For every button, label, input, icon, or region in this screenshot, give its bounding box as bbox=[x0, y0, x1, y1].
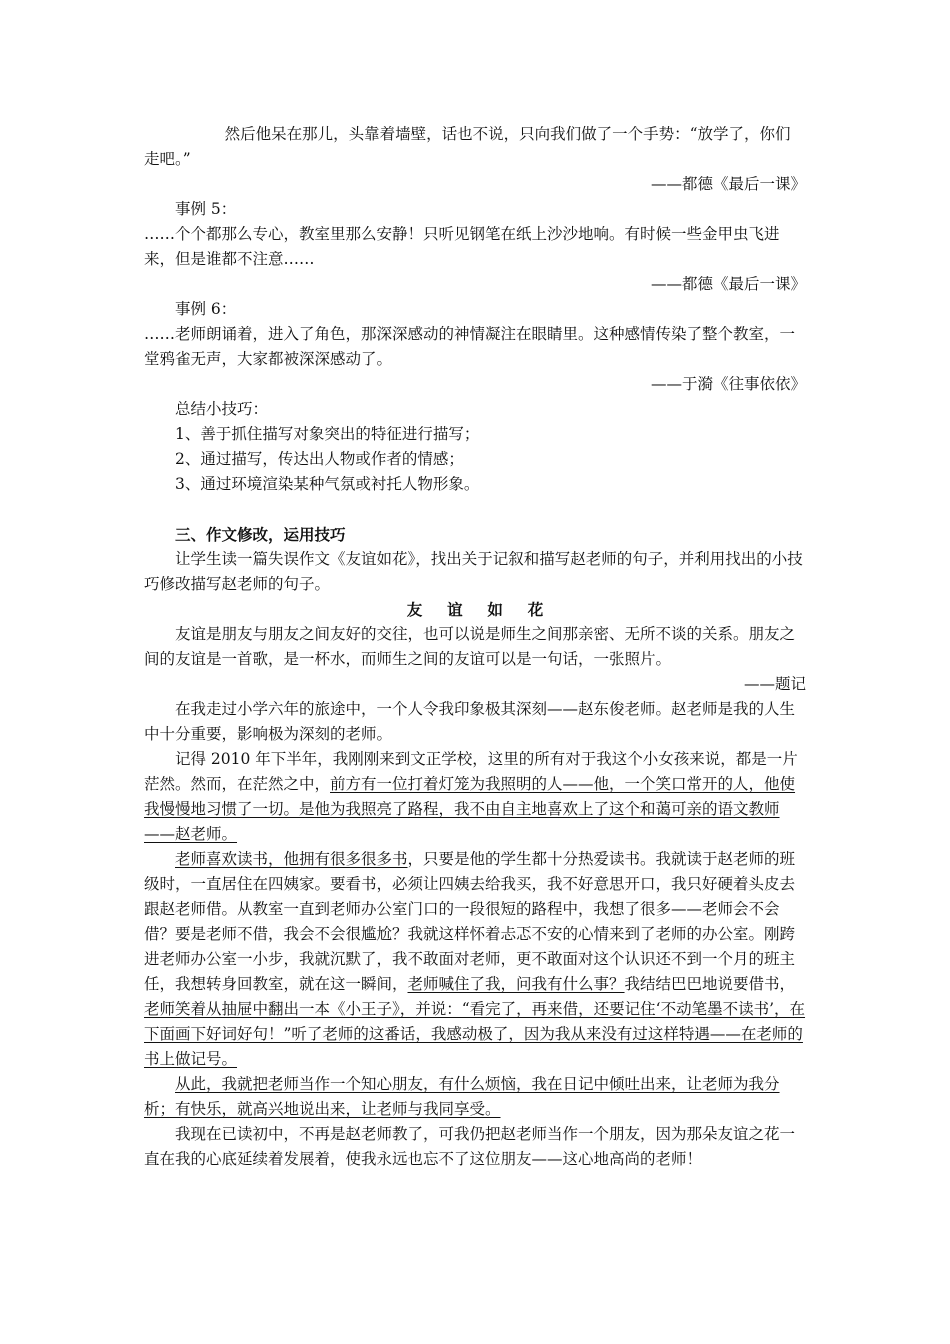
essay-paragraph-2 bbox=[144, 747, 806, 847]
underlined-sentence: 老师笑着从抽屉中翻出一本《小王子》，并说：“看完了，再来借，还要记住‘不动笔墨不读书’，在下面画下好词好句！”听了老师的这番话，我感动极了，因为我从来没有过这样特遇——在老师的书上做记号。 bbox=[144, 1000, 806, 1068]
essay-epigraph: 友谊是朋友与朋友之间友好的交往，也可以说是师生之间那亲密、无所不谈的关系。朋友之间的友谊是一首歌，是一杯水，而师生之间的友谊可以是一句话，一张照片。 bbox=[144, 625, 796, 668]
essay-text: 记得 2010 年下半年，我刚刚来到文正学校，这里的所有对于我这个小女孩来说，都是一片茫然。然而，在茫然之中， bbox=[144, 750, 798, 793]
quote-source-2: ——都德《最后一课》 bbox=[650, 275, 806, 293]
essay-text: ，只要是他的学生都十分热爱读书。我就读于赵老师的班级时，一直居住在四姨家。要看书，必须让四姨去给我买，我不好意思开口，我只好硬着头皮去跟赵老师借。从教室一直到老师办公室门口的一段很短的路程中，我想了很多——老师会不会借？要是老师不借，我会不会很尴尬？我就这样怀着忐忑不安的心情来到了老师的办公室。刚跨进老师办公室一小步，我就沉默了，我不敢面对老师，更不敢面对这个认识还不到一个月的班主任，我想转身回教室，就在这一瞬间， bbox=[144, 850, 796, 993]
section-heading: 三、作文修改，运用技巧 bbox=[175, 525, 346, 544]
essay-paragraph-1: 在我走过小学六年的旅途中，一个人令我印象极其深刻——赵东俊老师。赵老师是我的人生中十分重要，影响极为深刻的老师。 bbox=[144, 700, 796, 743]
epigraph-source: ——题记 bbox=[743, 675, 806, 693]
tip-item: 1、善于抓住描写对象突出的特征进行描写； bbox=[175, 425, 480, 443]
underlined-sentence: 老师喊住了我，问我有什么事？ bbox=[407, 975, 625, 993]
quote-paragraph-1: 然后他呆在那儿，头靠着墙壁，话也不说，只向我们做了一个手势：“放学了，你们走吧。” bbox=[144, 125, 791, 168]
quote-source-1: ——都德《最后一课》 bbox=[650, 175, 806, 193]
essay-title: 友谊如花 bbox=[406, 600, 568, 619]
underlined-sentence: 从此，我就把老师当作一个知心朋友，有什么烦恼，我在日记中倾吐出来，让老师为我分析；有快乐，就高兴地说出来，让老师与我同享受。 bbox=[144, 1075, 780, 1118]
example-5-label: 事例 5： bbox=[175, 200, 237, 218]
section-intro: 让学生读一篇失误作文《友谊如花》，找出关于记叙和描写赵老师的句子，并利用找出的小技巧修改描写赵老师的句子。 bbox=[144, 550, 803, 593]
essay-paragraph-4 bbox=[144, 1072, 806, 1122]
essay-paragraph-3 bbox=[144, 847, 806, 1072]
essay-paragraph-5: 我现在已读初中，不再是赵老师教了，可我仍把赵老师当作一个朋友，因为那朵友谊之花一直在我的心底延续着发展着，使我永远也忘不了这位朋友——这心地高尚的老师！ bbox=[144, 1125, 796, 1168]
tip-item: 2、通过描写，传达出人物或作者的情感； bbox=[175, 450, 464, 468]
underlined-sentence: 前方有一位打着灯笼为我照明的人——他，一个笑口常开的人，他使我慢慢地习惯了一切。是他为我照亮了路程，我不由自主地喜欢上了这个和蔼可亲的语文教师——赵老师。 bbox=[144, 775, 796, 843]
tip-item: 3、通过环境渲染某种气氛或衬托人物形象。 bbox=[175, 475, 480, 493]
document-body bbox=[144, 122, 806, 1172]
essay-text: 我结结巴巴地说要借书， bbox=[624, 975, 796, 993]
example-6-label: 事例 6： bbox=[175, 300, 237, 318]
example-5-text: ……个个都那么专心，教室里那么安静！只听见钢笔在纸上沙沙地响。有时候一些金甲虫飞进来，但是谁都不注意…… bbox=[144, 225, 780, 268]
underlined-sentence: 老师喜欢读书，他拥有很多很多书 bbox=[175, 850, 408, 868]
quote-source-3: ——于漪《往事依依》 bbox=[650, 375, 806, 393]
tips-title: 总结小技巧： bbox=[175, 400, 269, 418]
example-6-text: ……老师朗诵着，进入了角色，那深深感动的神情凝注在眼睛里。这种感情传染了整个教室，一堂鸦雀无声，大家都被深深感动了。 bbox=[144, 325, 796, 368]
